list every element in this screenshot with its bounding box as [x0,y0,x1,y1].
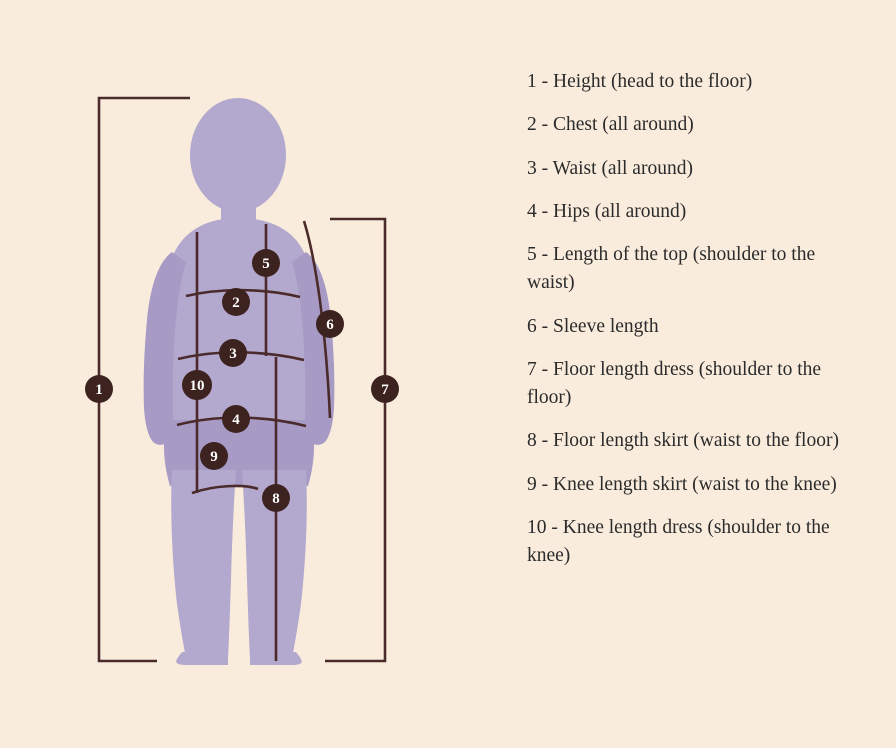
line-floor-dress-7 [325,219,385,661]
marker-7-label: 7 [381,382,389,398]
legend-item-4: 4 - Hips (all around) [527,200,687,222]
marker-4-label: 4 [232,412,240,428]
marker-7 [371,375,399,403]
legend-item-1: 1 - Height (head to the floor) [527,71,753,92]
marker-6-label: 6 [326,317,334,333]
marker-3-label: 3 [229,346,237,362]
marker-1 [85,375,113,403]
marker-6 [316,310,344,338]
marker-9 [200,442,228,470]
legend-item-9: 9 - Knee length skirt (waist to the knee) [527,473,837,495]
legend-item-2: 2 - Chest (all around) [527,114,694,136]
legend-item-8: 8 - Floor length skirt (waist to the floor) [527,430,839,452]
marker-9-label: 9 [210,449,218,465]
marker-2 [222,288,250,316]
marker-5 [252,249,280,277]
legend-item-7: 7 - Floor length dress (shoulder to the floor) [527,358,822,409]
marker-2-label: 2 [232,295,240,311]
marker-3 [219,339,247,367]
marker-10-label: 10 [189,378,205,394]
legend-list [527,68,867,585]
marker-5-label: 5 [262,256,270,272]
legend-item-10: 10 - Knee length dress (shoulder to the knee) [527,516,830,567]
marker-8 [262,484,290,512]
legend-item-6: 6 - Sleeve length [527,315,659,337]
marker-10 [182,370,212,400]
marker-1-label: 1 [95,382,103,398]
legend-item-5: 5 - Length of the top (shoulder to the waist) [527,244,816,294]
legend-item-3: 3 - Waist (all around) [527,157,693,179]
marker-8-label: 8 [272,491,280,507]
marker-4 [222,405,250,433]
body-silhouette-icon [144,98,335,665]
